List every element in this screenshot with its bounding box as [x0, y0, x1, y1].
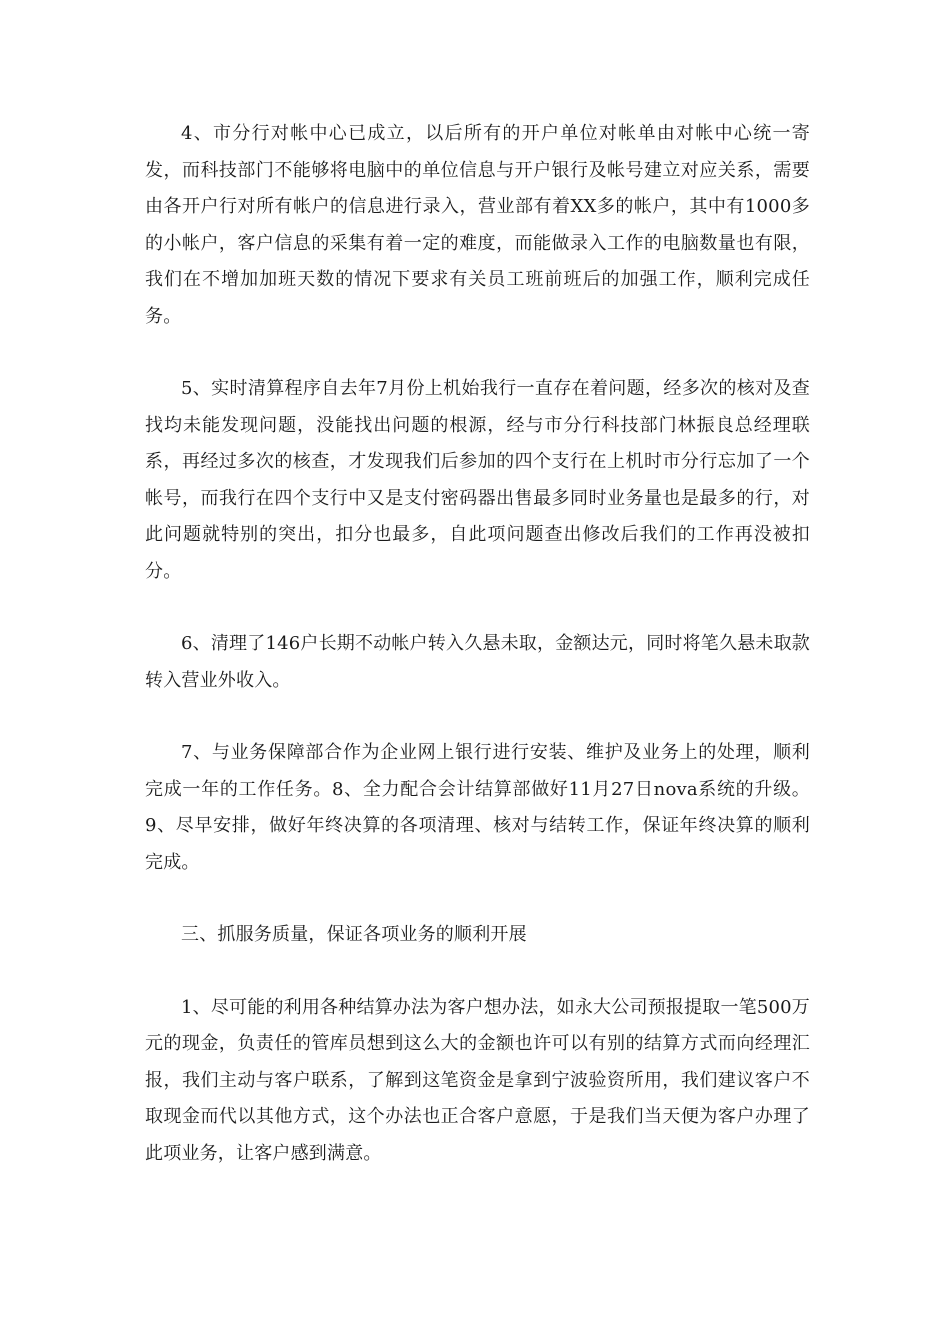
paragraph-item-4: 4、市分行对帐中心已成立，以后所有的开户单位对帐单由对帐中心统一寄发，而科技部门不能够将电脑中的单位信息与开户银行及帐号建立对应关系，需要由各开户行对所有帐户的信息进行录入，营业部有着XX多的帐户，其中有1000多的小帐户，客户信息的采集有着一定的难度，而能做录入工作的电脑数量也有限，我们在不增加加班天数的情况下要求有关员工班前班后的加强工作，顺利完成任务。: [145, 123, 810, 327]
section-heading: 三、抓服务质量，保证各项业务的顺利开展: [181, 924, 527, 945]
paragraph-item-6: 6、清理了146户长期不动帐户转入久悬未取，金额达元，同时将笔久悬未取款转入营业外收入。: [145, 633, 811, 691]
paragraph-item-5: 5、实时清算程序自去年7月份上机始我行一直存在着问题，经多次的核对及查找均未能发现问题，没能找出问题的根源，经与市分行科技部门林振良总经理联系，再经过多次的核查，才发现我们后参加的四个支行在上机时市分行忘加了一个帐号，而我行在四个支行中又是支付密码器出售最多同时业务量也是最多的行，对此问题就特别的突出，扣分也最多，自此项问题查出修改后我们的工作再没被扣分。: [145, 378, 810, 582]
paragraph-item-7: 7、与业务保障部合作为企业网上银行进行安装、维护及业务上的处理，顺利完成一年的工作任务。8、全力配合会计结算部做好11月27日nova系统的升级。9、尽早安排，做好年终决算的各项清理、核对与结转工作，保证年终决算的顺利完成。: [145, 742, 810, 873]
paragraph-section-3-item-1: 1、尽可能的利用各种结算办法为客户想办法，如永大公司预报提取一笔500万元的现金，负责任的管库员想到这么大的金额也许可以有别的结算方式而向经理汇报，我们主动与客户联系，了解到这笔资金是拿到宁波验资所用，我们建议客户不取现金而代以其他方式，这个办法也正合客户意愿，于是我们当天便为客户办理了此项业务，让客户感到满意。: [145, 996, 811, 1164]
document-body: [145, 116, 810, 1172]
